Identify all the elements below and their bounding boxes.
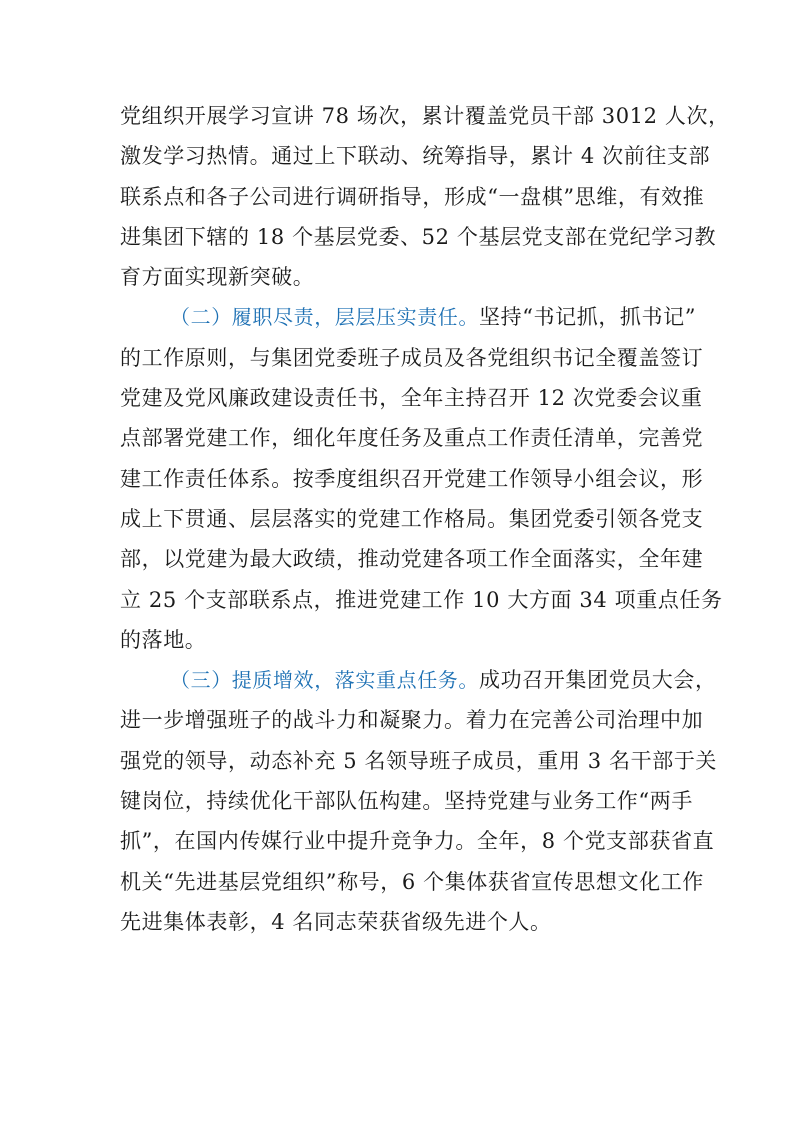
text-line: 机关“先进基层党组织”称号，6 个集体获省宣传思想文化工作 <box>120 869 704 894</box>
text-line: 的落地。 <box>120 627 207 652</box>
text-line: 键岗位，持续优化干部队伍构建。坚持党建与业务工作“两手 <box>120 789 693 814</box>
text-line: 部，以党建为最大政绩，推动党建各项工作全面落实，全年建 <box>120 547 704 572</box>
paragraph-continuation <box>120 96 730 297</box>
document-body <box>120 96 730 942</box>
text-line: 党组织开展学习宣讲 78 场次，累计覆盖党员干部 3012 人次， <box>120 104 730 128</box>
text-run: 坚持“书记抓，抓书记” <box>479 305 697 330</box>
text-line: 成上下贯通、层层落实的党建工作格局。集团党委引领各党支 <box>120 506 704 531</box>
text-line: 立 25 个支部联系点，推进党建工作 10 大方面 34 项重点任务 <box>120 587 723 612</box>
text-run: 成功召开集团党员大会， <box>479 668 717 693</box>
text-line-first <box>120 297 697 337</box>
text-line: 先进集体表彰，4 名同志荣获省级先进个人。 <box>120 909 552 934</box>
text-line: 抓”，在国内传媒行业中提升竞争力。全年，8 个党支部获省直 <box>120 829 715 854</box>
text-line: 强党的领导，动态补充 5 名领导班子成员，重用 3 名干部于关 <box>120 748 718 773</box>
text-line-first <box>120 660 717 700</box>
text-line: 育方面实现新突破。 <box>120 265 315 290</box>
text-line: 的工作原则，与集团党委班子成员及各党组织书记全覆盖签订 <box>120 345 704 370</box>
text-line: 激发学习热情。通过上下联动、统筹指导，累计 4 次前往支部 <box>120 144 711 169</box>
text-line: 点部署党建工作，细化年度任务及重点工作责任清单，完善党 <box>120 426 704 451</box>
paragraph-section-two <box>120 297 723 660</box>
paragraph-section-three <box>120 660 718 942</box>
section-heading-three: （三）提质增效，落实重点任务。 <box>170 668 479 693</box>
text-line: 党建及党风廉政建设责任书，全年主持召开 12 次党委会议重 <box>120 386 703 411</box>
text-line: 进一步增强班子的战斗力和凝聚力。着力在完善公司治理中加 <box>120 708 704 733</box>
text-line: 建工作责任体系。按季度组织召开党建工作领导小组会议，形 <box>120 466 704 491</box>
text-line: 联系点和各子公司进行调研指导，形成“一盘棋”思维，有效推 <box>120 184 705 209</box>
section-heading-two: （二）履职尽责，层层压实责任。 <box>170 305 479 330</box>
text-line: 进集团下辖的 18 个基层党委、52 个基层党支部在党纪学习教 <box>120 224 717 249</box>
